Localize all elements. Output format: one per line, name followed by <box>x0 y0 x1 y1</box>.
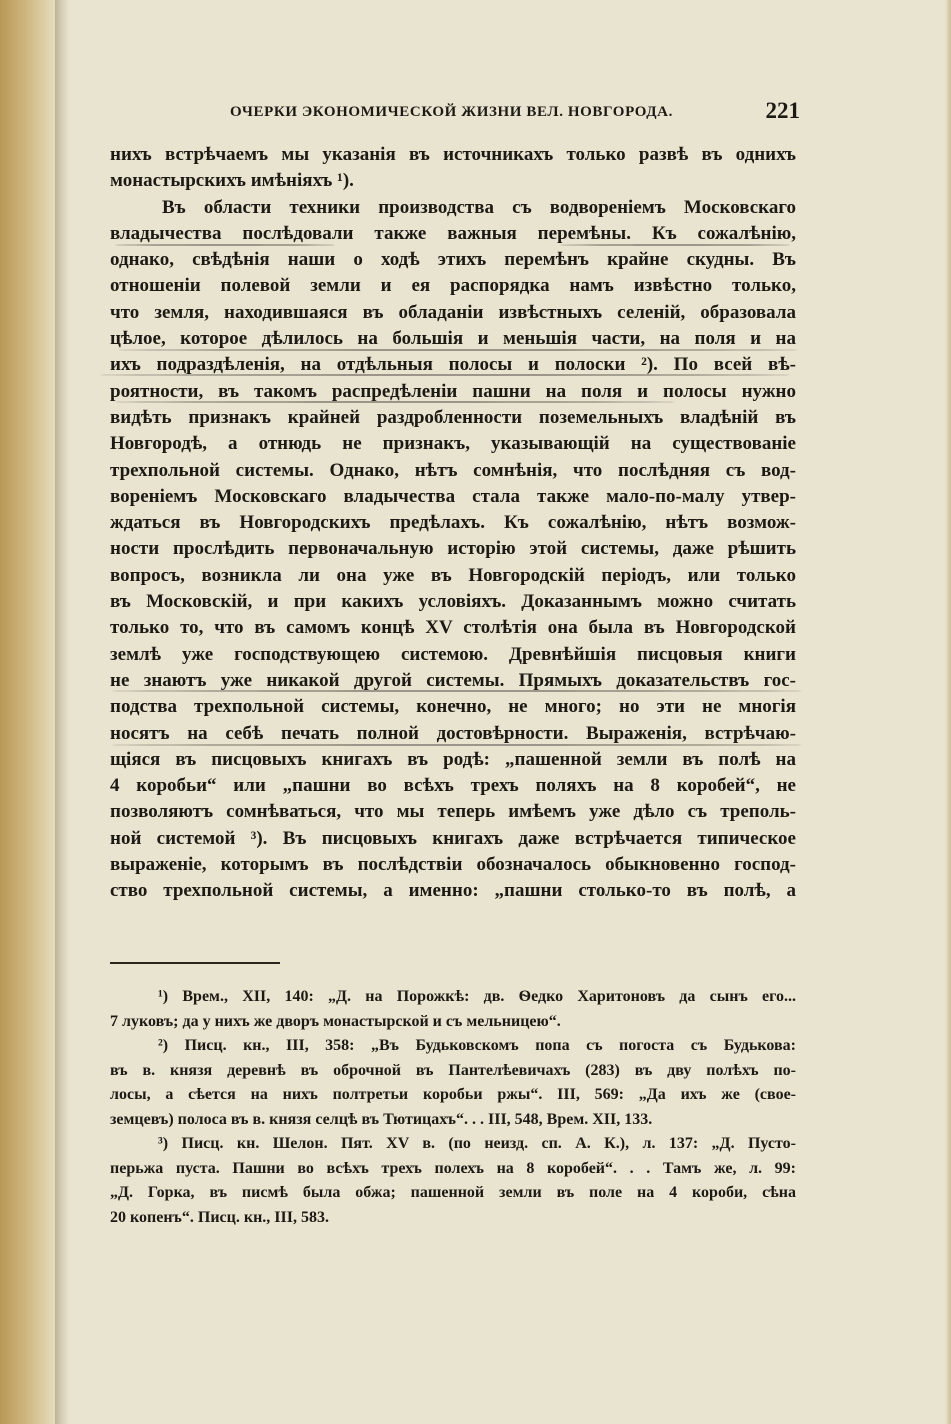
footnote-line: 7 луковъ; да у нихъ же дворъ монастырской и съ мельницею“. <box>110 1012 561 1030</box>
pencil-mark <box>115 401 675 403</box>
pencil-mark <box>560 244 790 246</box>
text-line: ности прослѣдить первоначальную исторію этой системы, даже рѣшить <box>110 538 796 560</box>
text-line: роятности, въ такомъ распредѣленіи пашни на поля и полосы нужно <box>110 380 796 402</box>
text-line: ихъ подраздѣленія, на отдѣльныя полосы и полоски ²). По всей вѣ- <box>110 354 796 376</box>
text-line: отношеніи полевой земли и ея распорядка намъ извѣстно только, <box>110 275 796 297</box>
running-title: ОЧЕРКИ ЭКОНОМИЧЕСКОЙ ЖИЗНИ ВЕЛ. НОВГОРОДА. <box>230 104 673 120</box>
text-line: владычества послѣдовали также важныя перемѣны. Къ сожалѣнію, <box>110 222 796 244</box>
text-line: въ Московскій, и при какихъ условіяхъ. Доказаннымъ можно считать <box>110 591 796 613</box>
binding-shadow <box>55 0 69 1424</box>
pencil-mark <box>112 744 802 746</box>
pencil-mark <box>112 690 802 692</box>
footnote-line: ²) Писц. кн., III, 358: „Въ Будьковскомъ попа съ погоста съ Будькова: <box>158 1037 796 1054</box>
text-line: 4 коробьи“ или „пашни во всѣхъ трехъ поляхъ на 8 коробей“, не <box>110 775 796 797</box>
text-line: щіяся въ писцовыхъ книгахъ въ родѣ: „пашенной земли въ полѣ на <box>110 748 796 770</box>
footnote-line: 20 копенъ“. Писц. кн., III, 583. <box>110 1208 329 1226</box>
main-text <box>110 142 796 905</box>
text-line: ной системой ³). Въ писцовыхъ книгахъ даже встрѣчается типическое <box>110 827 796 849</box>
text-line: ство трехпольной системы, а именно: „пашни столько-то въ полѣ, а <box>110 880 796 902</box>
pencil-mark <box>100 374 790 376</box>
text-line: что земля, находившаяся въ обладаніи извѣстныхъ селеній, образовала <box>110 301 796 323</box>
text-line: ждаться въ Новгородскихъ предѣлахъ. Къ сожалѣнію, нѣтъ возмож- <box>110 512 796 534</box>
text-line: цѣлое, которое дѣлилось на большія и меньшія части, на поля и на <box>110 328 796 350</box>
text-line: вопросъ, возникла ли она уже въ Новгородскій періодъ, или только <box>110 564 796 586</box>
text-line: Новгородѣ, а отнюдь не признакъ, указывающій на существованіе <box>110 433 796 455</box>
text-line: носятъ на себѣ печать полной достовѣрности. Выраженія, встрѣчаю- <box>110 722 796 744</box>
text-line: монастырскихъ имѣніяхъ ¹). <box>110 170 354 192</box>
footnote-line: лосы, а сѣется на нихъ полтретьи коробьи ржы“. III, 569: „Да ихъ же (свое- <box>110 1086 796 1103</box>
right-page-edge <box>945 0 951 1424</box>
footnote-line: перьжа пуста. Пашни во всѣхъ трехъ полехъ на 8 коробей“. . . Тамъ же, л. 99: <box>110 1159 796 1177</box>
pencil-mark <box>118 349 798 351</box>
page-number: 221 <box>765 98 800 123</box>
text-line: нихъ встрѣчаемъ мы указанія въ источникахъ только развѣ въ однихъ <box>110 144 796 165</box>
text-line: не знаютъ уже никакой другой системы. Прямыхъ доказательствъ гос- <box>110 669 796 691</box>
page-edge <box>0 0 60 1424</box>
text-line: подства трехпольной системы, конечно, не много; но эти не многія <box>110 696 796 718</box>
footnote-line: „Д. Горка, въ писмѣ была обжа; пашенной земли въ поле на 4 короби, сѣна <box>110 1184 796 1201</box>
footnotes <box>110 985 796 1230</box>
text-line: Въ области техники производства съ водвореніемъ Московскаго <box>162 196 796 218</box>
pencil-mark <box>115 244 335 246</box>
text-line: однако, свѣдѣнія наши о ходѣ этихъ перемѣнъ крайне скудны. Въ <box>110 249 796 271</box>
text-line: землѣ уже господствующею системою. Древнѣйшія писцовыя книги <box>110 643 796 665</box>
footnote-line: ³) Писц. кн. Шелон. Пят. XV в. (по неизд. сп. А. К.), л. 137: „Д. Пусто- <box>158 1135 796 1152</box>
footnote-line: земцевъ) полоса въ в. князя селцѣ въ Тютицахъ“. . . III, 548, Врем. XII, 133. <box>110 1110 653 1128</box>
text-line: вореніемъ Московскаго владычества стала также мало-по-малу утвер- <box>110 485 796 507</box>
footnote-line: въ в. князя деревнѣ въ оброчной въ Пантелѣевичахъ (283) въ дву полѣхъ по- <box>110 1061 796 1079</box>
text-line: видѣть признакъ крайней раздробленности поземельныхъ владѣній въ <box>110 406 796 428</box>
running-header <box>230 100 800 130</box>
text-line: выраженіе, которымъ въ послѣдствіи обозначалось обыкновенно господ- <box>110 854 796 876</box>
footnote-line: ¹) Врем., XII, 140: „Д. на Порожкѣ: дв. Ѳедко Харитоновъ да сынъ его... <box>158 988 796 1005</box>
text-line: позволяютъ сомнѣваться, что мы теперь имѣемъ уже дѣло съ треполь- <box>110 801 796 823</box>
footnote-separator <box>110 962 280 964</box>
text-line: трехпольной системы. Однако, нѣтъ сомнѣнія, что послѣдняя съ вод- <box>110 459 796 481</box>
text-line: только то, что въ самомъ концѣ XV столѣтія она была въ Новгородской <box>110 617 796 639</box>
